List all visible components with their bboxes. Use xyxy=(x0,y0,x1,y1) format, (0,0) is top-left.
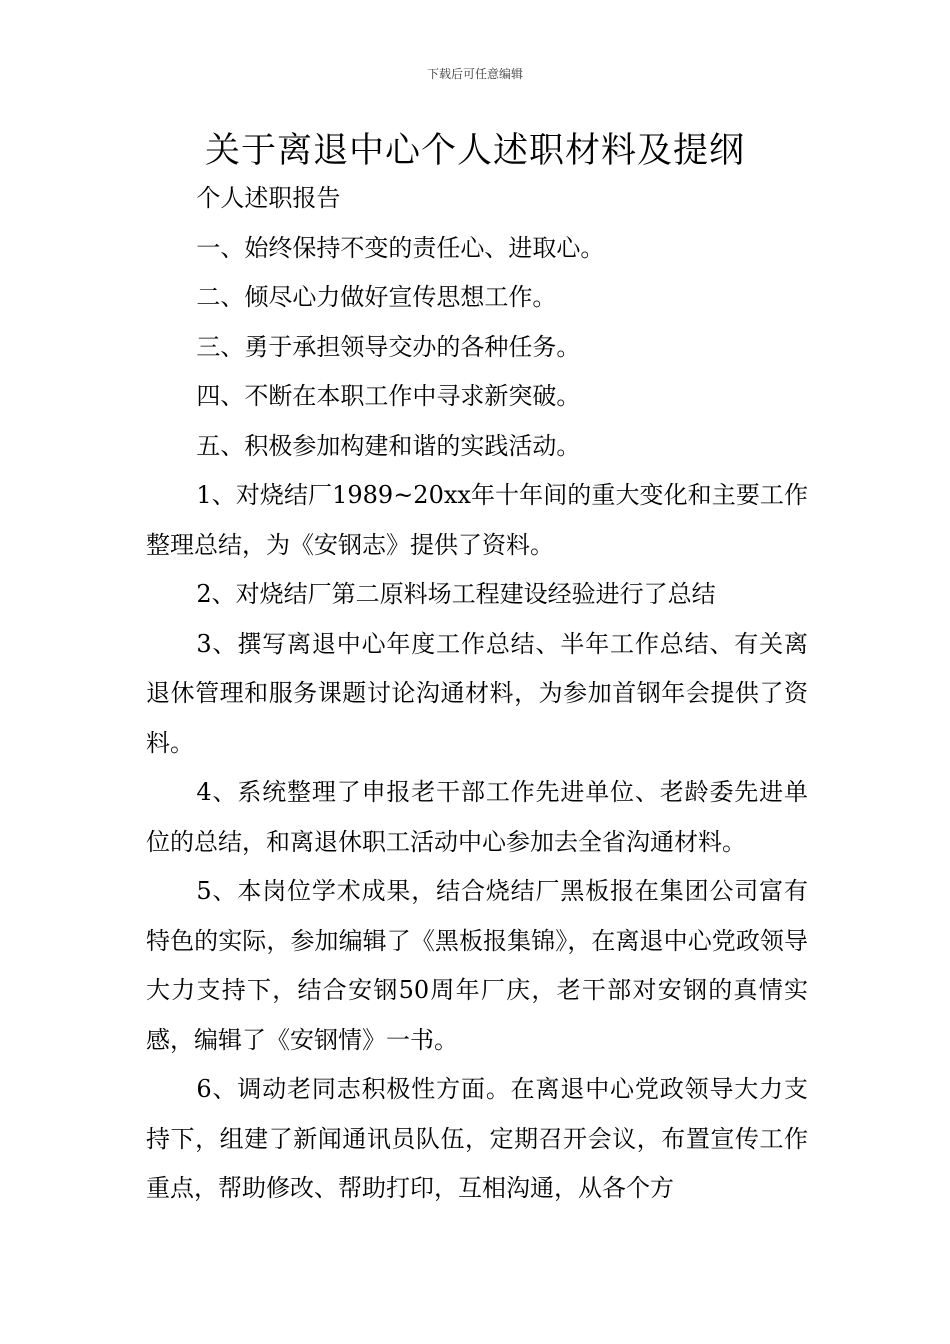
paragraph-item-2: 二、倾尽心力做好宣传思想工作。 xyxy=(196,283,557,311)
paragraph-item-5: 五、积极参加构建和谐的实践活动。 xyxy=(196,431,581,460)
paragraph-item-3: 三、勇于承担领导交办的各种任务。 xyxy=(196,332,581,361)
paragraph-point-4: 4、系统整理了申报老干部工作先进单位、老龄委先进单位的总结，和离退休职工活动中心参加去全省沟通材料。 xyxy=(146,778,808,856)
paragraph-item-4: 四、不断在本职工作中寻求新突破。 xyxy=(196,382,581,410)
document-body xyxy=(146,174,808,1214)
document-title: 关于离退中心个人述职材料及提纲 xyxy=(204,131,745,171)
paragraph-point-6: 6、调动老同志积极性方面。在离退中心党政领导大力支持下，组建了新闻通讯员队伍，定期召开会议，布置宣传工作重点，帮助修改、帮助打印，互相沟通，从各个方 xyxy=(146,1075,808,1202)
paragraph-point-2: 2、对烧结厂第二原料场工程建设经验进行了总结 xyxy=(196,580,716,608)
header-note: 下载后可任意编辑 xyxy=(426,67,523,81)
paragraph-point-3: 3、撰写离退中心年度工作总结、半年工作总结、有关离退休管理和服务课题讨论沟通材料，为参加首钢年会提供了资料。 xyxy=(146,629,808,757)
paragraph-report-heading: 个人述职报告 xyxy=(196,184,341,212)
paragraph-point-1: 1、对烧结厂1989~20xx年十年间的重大变化和主要工作整理总结，为《安钢志》提供了资料。 xyxy=(146,481,808,559)
paragraph-item-1: 一、始终保持不变的责任心、进取心。 xyxy=(196,233,605,262)
paragraph-point-5: 5、本岗位学术成果，结合烧结厂黑板报在集团公司富有特色的实际，参加编辑了《黑板报集锦》，在离退中心党政领导大力支持下，结合安钢50周年厂庆，老干部对安钢的真情实感，编辑了《安钢情》一书。 xyxy=(146,877,808,1054)
